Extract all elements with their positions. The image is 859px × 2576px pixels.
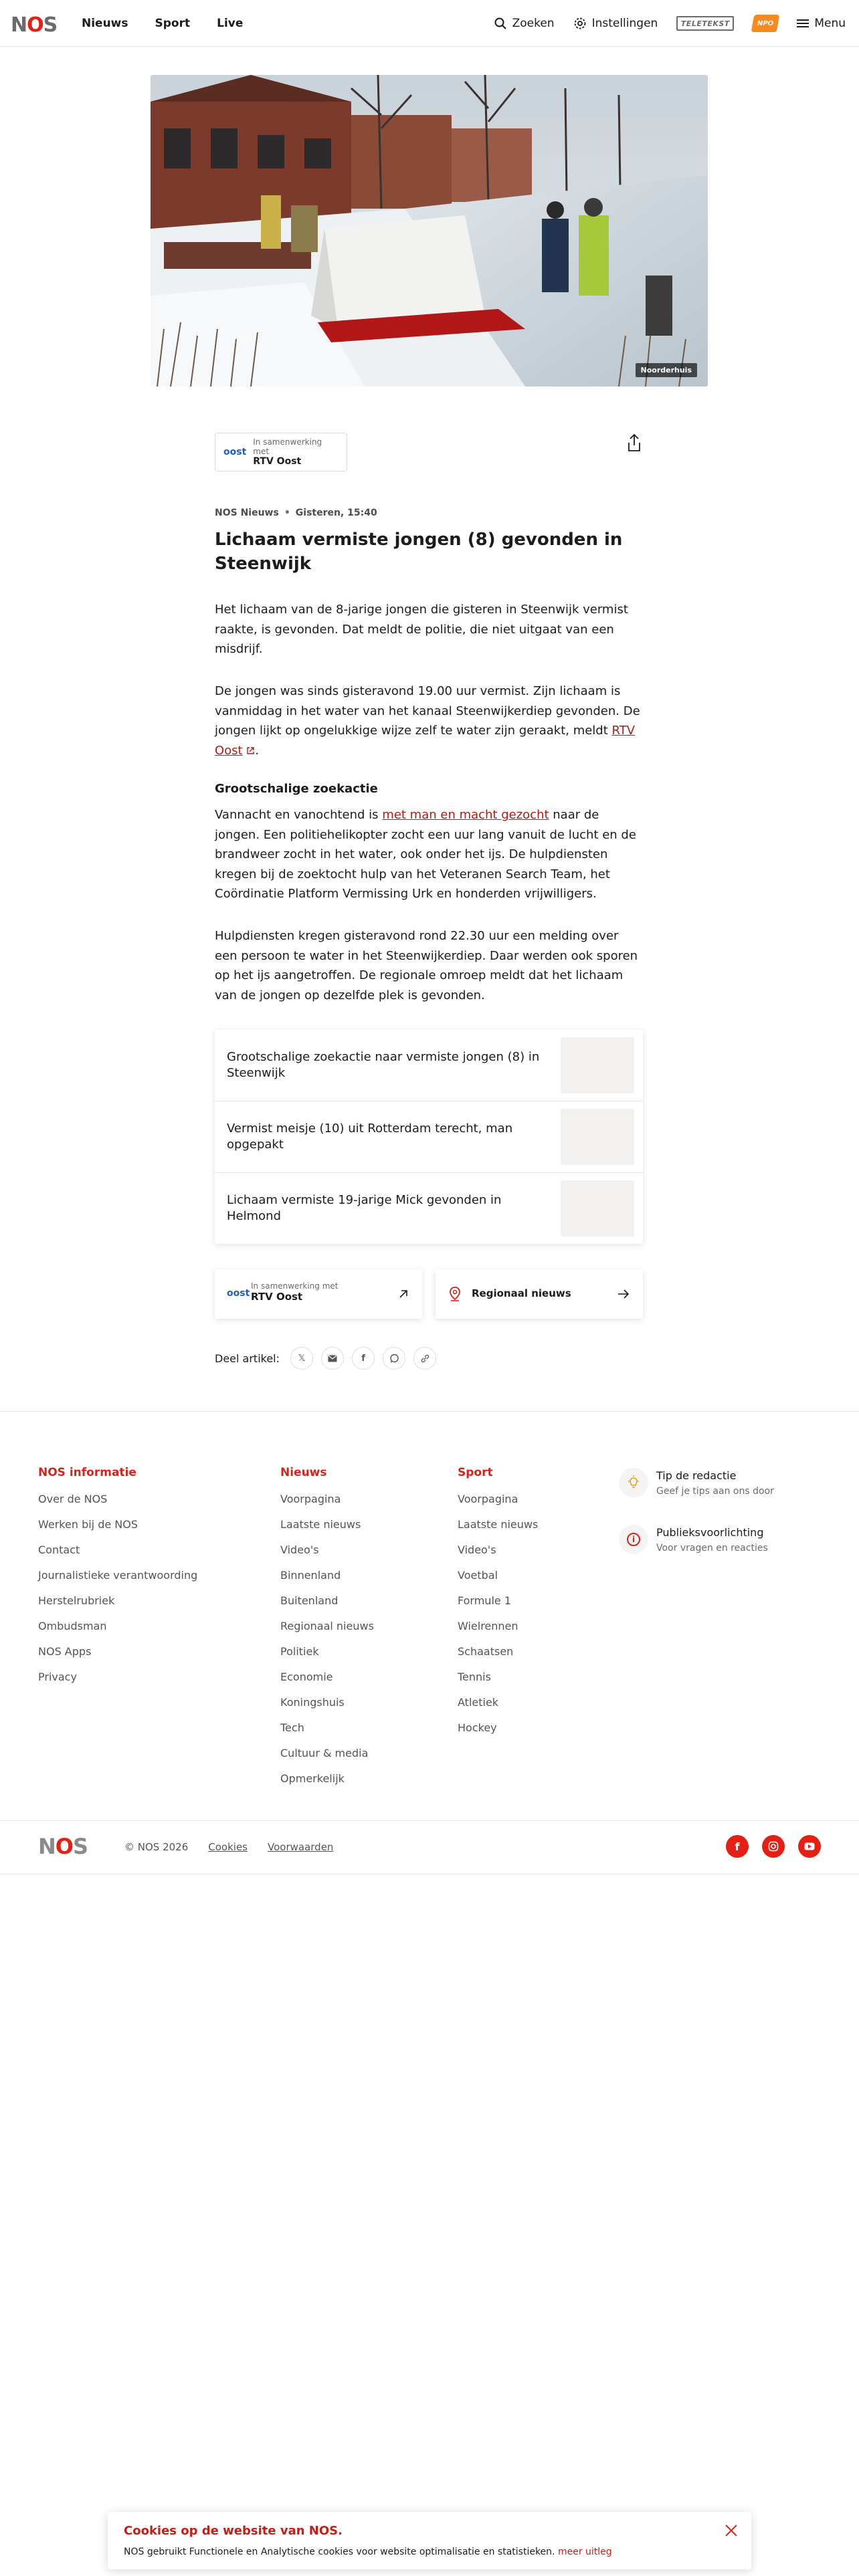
regional-news-card[interactable] [436,1269,643,1319]
social-links [726,1835,821,1858]
footer-col-nieuws [280,1466,374,1798]
article-source: NOS Nieuws [215,508,279,518]
nos-logo[interactable] [11,13,57,37]
external-link-icon [246,746,255,755]
rtv-oost-link[interactable]: RTV Oost [215,724,636,758]
photo-credit: Noorderhuis [636,363,697,377]
partner-name: RTV Oost [253,456,302,467]
logo-letter-n: N [11,13,27,37]
snowy-canal-photo [151,75,708,387]
partner-prefix: In samenwerking met [253,437,322,456]
settings-button[interactable] [573,17,658,30]
share-icon[interactable] [626,433,642,452]
legal-links [124,1820,333,1874]
article-paragraph-4 [215,926,643,1005]
related-article-1[interactable] [215,1030,643,1101]
article-paragraph-1 [215,600,643,659]
footer-link[interactable]: Contact [38,1543,80,1556]
link-icon [420,1354,430,1364]
regional-news-label: Regionaal nieuws [472,1287,571,1299]
related-articles [215,1030,643,1244]
section-subheading: Grootschalige zoekactie [215,782,378,796]
terms-link[interactable]: Voorwaarden [268,1841,334,1853]
footer-link[interactable]: Video's [458,1543,496,1556]
related-thumbnail [561,1180,634,1237]
footer-link[interactable]: Voorpagina [458,1493,518,1505]
header-actions [494,0,846,47]
article-title: Lichaam vermiste jongen (8) gevonden in Steenwijk [215,530,623,574]
footer-link[interactable]: Tech [280,1721,304,1734]
share-facebook-button[interactable] [352,1347,375,1370]
share-row [215,1347,436,1370]
footer-link[interactable]: Binnenland [280,1569,341,1582]
info-icon [619,1525,648,1554]
related-article-3[interactable] [215,1173,643,1244]
meta-separator: • [284,508,290,518]
article-hero-image [151,75,708,387]
footer-link[interactable]: Over de NOS [38,1493,108,1505]
search-button[interactable] [494,17,555,30]
tip-redactie[interactable] [619,1468,774,1497]
footer-link[interactable]: Privacy [38,1671,77,1683]
search-label: Zoeken [512,17,555,30]
facebook-icon: f [361,1353,365,1364]
footer-link[interactable]: Buitenland [280,1594,339,1607]
footer-link[interactable]: Wielrennen [458,1620,518,1632]
footer-link[interactable]: Video's [280,1543,319,1556]
copyright: © NOS 2026 [124,1841,189,1853]
nav-live[interactable]: Live [217,17,244,30]
main-nav [82,0,243,47]
logo-letter-n: N [38,1834,56,1859]
article-time: Gisteren, 15:40 [295,508,377,518]
rtv-oost-logo: oost [223,447,247,457]
footer-link[interactable]: Schaatsen [458,1645,514,1658]
cookie-description: NOS gebruikt Functionele en Analytische cookies voor website optimalisatie en statistieken. [124,2547,555,2557]
paragraph-text-part: . [255,743,260,758]
mail-icon [328,1355,337,1362]
publieksvoorlichting[interactable] [619,1525,768,1554]
share-x-button[interactable] [290,1347,313,1370]
nav-sport[interactable]: Sport [155,17,191,30]
card-partner-name: RTV Oost [251,1291,303,1303]
cookie-text [124,2547,612,2557]
article-paragraph-3 [215,805,643,904]
x-icon: 𝕏 [298,1353,306,1364]
partner-card[interactable] [215,1269,422,1319]
footer-link[interactable]: Herstelrubriek [38,1594,115,1607]
footer-link[interactable]: Voetbal [458,1569,498,1582]
footer-link[interactable]: Politiek [280,1645,319,1658]
paragraph-text-part: De jongen was sinds gisteravond 19.00 uur vermist. Zijn lichaam is vanmiddag in het water van het kanaal Steenwijkerdiep gevonden. De jongen lijkt op ongelukkige wijze zelf te water zijn geraakt, meldt [215,684,640,738]
whatsapp-icon [389,1354,399,1364]
share-label: Deel artikel: [215,1352,280,1365]
related-thumbnail [561,1109,634,1165]
cookie-banner [108,2512,751,2569]
logo-letter-o: O [55,1834,73,1859]
info-title: Publieksvoorlichting [656,1526,764,1539]
site-header [0,0,859,47]
share-email-button[interactable] [321,1347,344,1370]
paragraph-text [215,805,643,904]
article-paragraph-2 [215,681,643,760]
footer-col-title: Sport [458,1466,493,1479]
related-thumbnail [561,1037,634,1093]
external-arrow-icon [398,1289,409,1299]
related-title: Vermist meisje (10) uit Rotterdam terecht, man opgepakt [227,1121,513,1152]
hamburger-icon [797,18,809,29]
cookie-title: Cookies op de website van NOS. [124,2524,343,2538]
footer-col-title: NOS informatie [38,1466,136,1479]
bottom-bar [0,1820,859,1874]
footer-link[interactable]: Formule 1 [458,1594,511,1607]
logo-letter-s: S [43,13,58,37]
zoekactie-link[interactable]: met man en macht gezocht [382,808,549,822]
close-icon[interactable] [722,2521,741,2540]
share-link-button[interactable] [413,1347,436,1370]
footer-link[interactable]: Laatste nieuws [280,1518,361,1531]
npo-logo[interactable]: NPO [751,15,780,32]
gear-icon [573,17,587,30]
menu-button[interactable] [797,17,846,30]
paragraph-text-part: naar de jongen. Een politiehelikopter zocht een uur lang vanuit de lucht en de brandweer zocht in het water, ook onder het ijs. De hulpdiensten kregen bij de zoektocht hulp van het Veteranen Search Team, het Coördinatie Platform Vermissing Urk en honderden vrijwilligers. [215,808,636,901]
logo-letter-s: S [72,1834,88,1859]
footer-link[interactable]: Cultuur & media [280,1747,369,1759]
tip-title: Tip de redactie [656,1469,737,1482]
cookie-more-link[interactable]: meer uitleg [557,2547,612,2557]
arrow-right-icon [617,1289,630,1299]
paragraph-text: Hulpdiensten kregen gisteravond rond 22.30 uur een melding over een persoon te water in het Steenwijkerdiep. Daar werden ook sporen op het ijs aangetroffen. De regionale omroep meldt dat het lichaam van de jongen op dezelfde plek is gevonden. [215,929,638,1002]
footer-nos-logo[interactable] [38,1834,88,1859]
lightbulb-icon [619,1468,648,1497]
footer-link[interactable]: Opmerkelijk [280,1772,345,1785]
footer-col-sport [458,1466,538,1747]
youtube-icon[interactable] [798,1835,821,1858]
location-pin-icon [449,1287,461,1301]
tip-subtitle: Geef je tips aan ons door [656,1486,774,1497]
footer-link[interactable]: Koningshuis [280,1696,345,1709]
facebook-icon[interactable]: f [726,1835,749,1858]
footer-col-title: Nieuws [280,1466,327,1479]
footer-link[interactable]: Regionaal nieuws [280,1620,374,1632]
footer-link[interactable]: Journalistieke verantwoording [38,1569,198,1582]
paragraph-text [215,681,643,760]
article-meta [215,508,377,518]
footer-link[interactable]: Ombudsman [38,1620,107,1632]
related-title: Lichaam vermiste 19-jarige Mick gevonden in Helmond [227,1193,502,1223]
settings-label: Instellingen [591,17,658,30]
card-partner-prefix: In samenwerking met [251,1281,339,1291]
search-icon [494,17,507,30]
footer-link[interactable]: Hockey [458,1721,497,1734]
share-whatsapp-button[interactable] [383,1347,405,1370]
logo-letter-o: O [27,13,43,37]
paragraph-text-part: Vannacht en vanochtend is [215,808,383,822]
rtv-oost-logo: oost [227,1288,250,1299]
teletekst-link[interactable]: TELETEKST [676,16,734,31]
menu-label: Menu [814,17,846,30]
related-title: Grootschalige zoekactie naar vermiste jongen (8) in Steenwijk [227,1050,540,1080]
footer-link[interactable]: Voorpagina [280,1493,341,1505]
footer-link[interactable]: Tennis [458,1671,491,1683]
paragraph-text: Het lichaam van de 8-jarige jongen die gisteren in Steenwijk vermist raakte, is gevonden. Dat meldt de politie, die niet uitgaat van een misdrijf. [215,603,628,656]
footer-link[interactable]: Economie [280,1671,333,1683]
cookies-link[interactable]: Cookies [208,1841,248,1853]
related-article-2[interactable] [215,1101,643,1172]
footer-link[interactable]: Atletiek [458,1696,499,1709]
footer-link[interactable]: Werken bij de NOS [38,1518,138,1531]
footer-col-nos-informatie [38,1466,197,1697]
footer-link[interactable]: NOS Apps [38,1645,92,1658]
instagram-icon[interactable] [762,1835,785,1858]
info-glyph: i [627,1533,640,1546]
partner-badge[interactable] [215,433,347,471]
footer-link[interactable]: Laatste nieuws [458,1518,539,1531]
info-subtitle: Voor vragen en reacties [656,1543,768,1553]
section-divider [0,1411,859,1412]
nav-nieuws[interactable]: Nieuws [82,17,128,30]
